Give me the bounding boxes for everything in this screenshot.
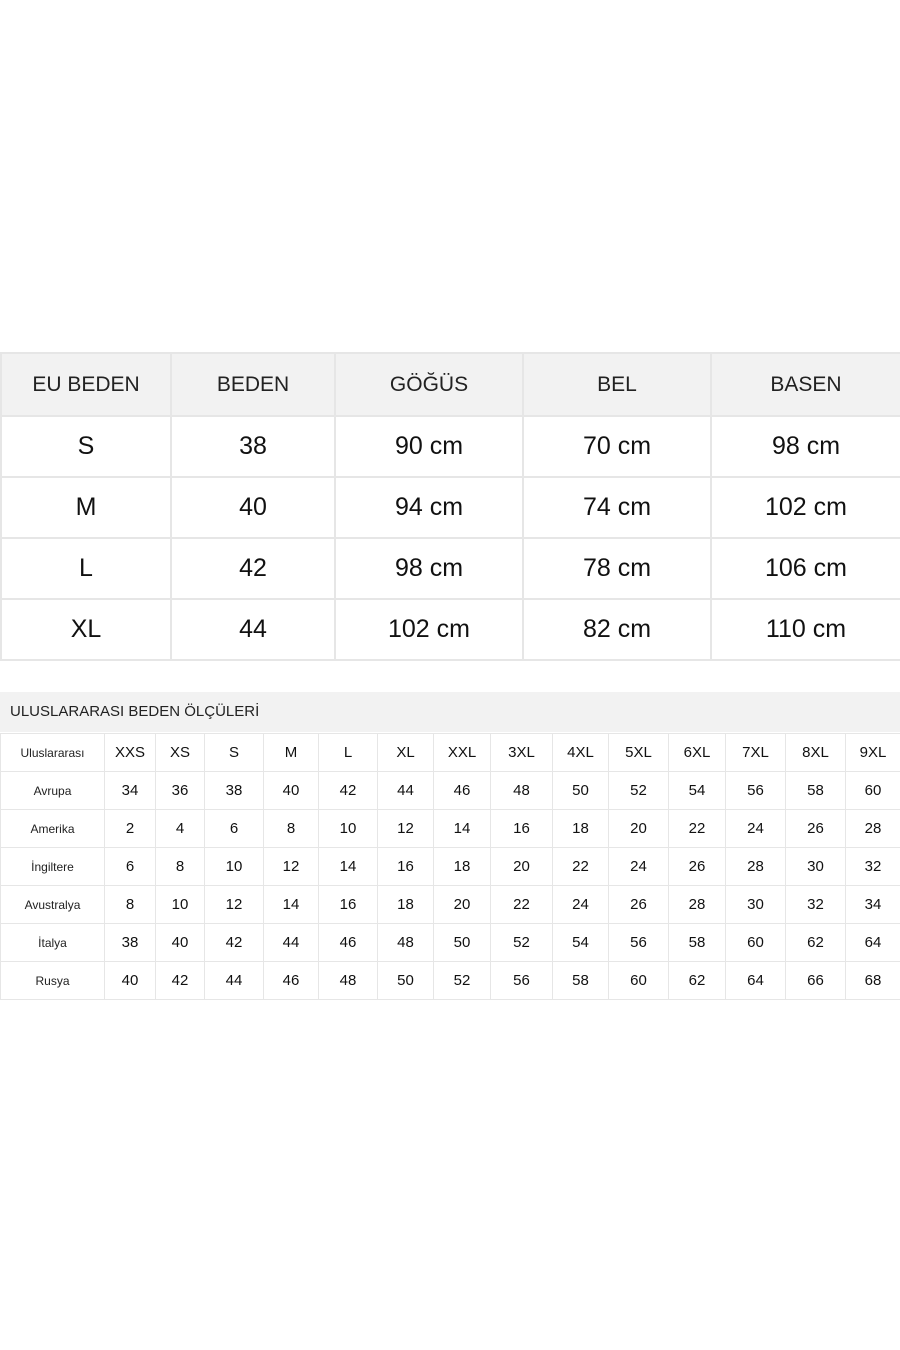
intl-size-cell: 24 xyxy=(609,848,669,886)
eu-measure-cell: 74 cm xyxy=(523,477,711,538)
intl-size-cell: 58 xyxy=(553,962,609,1000)
intl-size-cell: 22 xyxy=(553,848,609,886)
intl-size-cell: 42 xyxy=(205,924,264,962)
intl-size-cell: 56 xyxy=(491,962,553,1000)
intl-size-cell: 50 xyxy=(378,962,434,1000)
intl-size-cell: 18 xyxy=(378,886,434,924)
intl-size-cell: 64 xyxy=(726,962,786,1000)
intl-size-cell: 14 xyxy=(434,810,491,848)
intl-country-label: Rusya xyxy=(1,962,105,1000)
intl-size-cell: 56 xyxy=(726,772,786,810)
intl-size-cell: 50 xyxy=(434,924,491,962)
intl-size-cell: 36 xyxy=(156,772,205,810)
intl-size-cell: 8 xyxy=(105,886,156,924)
intl-size-cell: 22 xyxy=(669,810,726,848)
eu-measure-cell: 42 xyxy=(171,538,335,599)
intl-size-cell: 20 xyxy=(609,810,669,848)
intl-size-cell: 32 xyxy=(846,848,900,886)
table-row xyxy=(1,477,900,538)
intl-size-cell: 54 xyxy=(553,924,609,962)
intl-size-header: 3XL xyxy=(491,734,553,772)
eu-measure-cell: 102 cm xyxy=(711,477,900,538)
intl-size-cell: 6 xyxy=(105,848,156,886)
intl-size-cell: 58 xyxy=(786,772,846,810)
intl-size-cell: 48 xyxy=(378,924,434,962)
intl-size-cell: 20 xyxy=(491,848,553,886)
intl-size-cell: 42 xyxy=(156,962,205,1000)
eu-measure-cell: 98 cm xyxy=(711,416,900,477)
intl-size-cell: 68 xyxy=(846,962,900,1000)
table-row xyxy=(1,924,900,962)
intl-size-cell: 46 xyxy=(434,772,491,810)
eu-header-cell: BASEN xyxy=(711,353,900,416)
table-row xyxy=(1,538,900,599)
intl-size-header: XXS xyxy=(105,734,156,772)
intl-size-cell: 60 xyxy=(726,924,786,962)
intl-size-cell: 62 xyxy=(669,962,726,1000)
intl-size-header: 8XL xyxy=(786,734,846,772)
intl-size-cell: 14 xyxy=(319,848,378,886)
intl-size-header: 4XL xyxy=(553,734,609,772)
intl-size-cell: 58 xyxy=(669,924,726,962)
intl-size-cell: 24 xyxy=(726,810,786,848)
intl-size-cell: 26 xyxy=(609,886,669,924)
intl-size-cell: 30 xyxy=(726,886,786,924)
intl-size-cell: 8 xyxy=(264,810,319,848)
intl-size-cell: 16 xyxy=(491,810,553,848)
intl-size-cell: 26 xyxy=(786,810,846,848)
intl-size-header: 5XL xyxy=(609,734,669,772)
intl-size-header: XS xyxy=(156,734,205,772)
table-row xyxy=(1,962,900,1000)
eu-size-table xyxy=(0,352,900,661)
intl-size-cell: 52 xyxy=(491,924,553,962)
intl-size-header: 7XL xyxy=(726,734,786,772)
intl-size-cell: 38 xyxy=(205,772,264,810)
eu-measure-cell: 94 cm xyxy=(335,477,523,538)
intl-size-cell: 64 xyxy=(846,924,900,962)
intl-size-cell: 30 xyxy=(786,848,846,886)
eu-measure-cell: 44 xyxy=(171,599,335,660)
intl-size-cell: 14 xyxy=(264,886,319,924)
intl-size-cell: 34 xyxy=(846,886,900,924)
intl-size-cell: 16 xyxy=(319,886,378,924)
intl-header-label: Uluslararası xyxy=(1,734,105,772)
intl-size-cell: 2 xyxy=(105,810,156,848)
intl-header-row xyxy=(1,734,900,772)
table-row xyxy=(1,810,900,848)
intl-size-cell: 18 xyxy=(434,848,491,886)
intl-size-cell: 48 xyxy=(319,962,378,1000)
eu-measure-cell: 98 cm xyxy=(335,538,523,599)
intl-size-cell: 10 xyxy=(156,886,205,924)
table-row xyxy=(1,416,900,477)
intl-country-label: Avustralya xyxy=(1,886,105,924)
table-row xyxy=(1,886,900,924)
intl-size-cell: 54 xyxy=(669,772,726,810)
intl-size-cell: 26 xyxy=(669,848,726,886)
eu-measure-cell: 110 cm xyxy=(711,599,900,660)
eu-measure-cell: 82 cm xyxy=(523,599,711,660)
eu-size-label: M xyxy=(1,477,171,538)
eu-header-row xyxy=(1,353,900,416)
intl-size-cell: 24 xyxy=(553,886,609,924)
intl-size-cell: 62 xyxy=(786,924,846,962)
intl-size-cell: 50 xyxy=(553,772,609,810)
intl-size-cell: 8 xyxy=(156,848,205,886)
intl-size-cell: 40 xyxy=(264,772,319,810)
intl-size-header: M xyxy=(264,734,319,772)
intl-size-cell: 46 xyxy=(264,962,319,1000)
eu-header-cell: BEDEN xyxy=(171,353,335,416)
intl-country-label: Amerika xyxy=(1,810,105,848)
intl-size-cell: 56 xyxy=(609,924,669,962)
eu-header-cell: GÖĞÜS xyxy=(335,353,523,416)
intl-size-cell: 20 xyxy=(434,886,491,924)
intl-chart-title: ULUSLARARASI BEDEN ÖLÇÜLERİ xyxy=(0,692,900,732)
intl-size-header: 6XL xyxy=(669,734,726,772)
intl-size-cell: 38 xyxy=(105,924,156,962)
intl-country-label: İtalya xyxy=(1,924,105,962)
eu-measure-cell: 38 xyxy=(171,416,335,477)
intl-size-header: 9XL xyxy=(846,734,900,772)
intl-size-cell: 46 xyxy=(319,924,378,962)
intl-size-cell: 22 xyxy=(491,886,553,924)
intl-size-cell: 10 xyxy=(319,810,378,848)
intl-size-header: S xyxy=(205,734,264,772)
intl-size-header: XXL xyxy=(434,734,491,772)
eu-header-cell: EU BEDEN xyxy=(1,353,171,416)
eu-measure-cell: 40 xyxy=(171,477,335,538)
intl-size-cell: 44 xyxy=(378,772,434,810)
intl-size-cell: 52 xyxy=(434,962,491,1000)
intl-size-cell: 4 xyxy=(156,810,205,848)
eu-header-cell: BEL xyxy=(523,353,711,416)
intl-size-cell: 40 xyxy=(105,962,156,1000)
intl-size-cell: 60 xyxy=(609,962,669,1000)
intl-size-cell: 42 xyxy=(319,772,378,810)
intl-size-cell: 60 xyxy=(846,772,900,810)
intl-size-cell: 34 xyxy=(105,772,156,810)
intl-size-cell: 28 xyxy=(846,810,900,848)
intl-size-cell: 10 xyxy=(205,848,264,886)
table-row xyxy=(1,599,900,660)
intl-size-cell: 44 xyxy=(264,924,319,962)
intl-size-cell: 52 xyxy=(609,772,669,810)
table-row xyxy=(1,848,900,886)
intl-country-label: İngiltere xyxy=(1,848,105,886)
intl-size-cell: 48 xyxy=(491,772,553,810)
intl-size-cell: 66 xyxy=(786,962,846,1000)
eu-measure-cell: 102 cm xyxy=(335,599,523,660)
eu-size-label: L xyxy=(1,538,171,599)
intl-country-label: Avrupa xyxy=(1,772,105,810)
intl-size-cell: 32 xyxy=(786,886,846,924)
eu-size-label: XL xyxy=(1,599,171,660)
intl-size-cell: 16 xyxy=(378,848,434,886)
intl-size-cell: 28 xyxy=(726,848,786,886)
eu-measure-cell: 106 cm xyxy=(711,538,900,599)
intl-size-cell: 28 xyxy=(669,886,726,924)
intl-size-cell: 40 xyxy=(156,924,205,962)
intl-size-cell: 12 xyxy=(205,886,264,924)
intl-size-cell: 6 xyxy=(205,810,264,848)
eu-measure-cell: 70 cm xyxy=(523,416,711,477)
intl-size-table xyxy=(0,733,900,1000)
eu-size-label: S xyxy=(1,416,171,477)
eu-measure-cell: 78 cm xyxy=(523,538,711,599)
intl-size-header: XL xyxy=(378,734,434,772)
intl-size-cell: 12 xyxy=(378,810,434,848)
table-row xyxy=(1,772,900,810)
intl-size-header: L xyxy=(319,734,378,772)
intl-size-cell: 18 xyxy=(553,810,609,848)
intl-size-cell: 44 xyxy=(205,962,264,1000)
eu-measure-cell: 90 cm xyxy=(335,416,523,477)
intl-size-cell: 12 xyxy=(264,848,319,886)
